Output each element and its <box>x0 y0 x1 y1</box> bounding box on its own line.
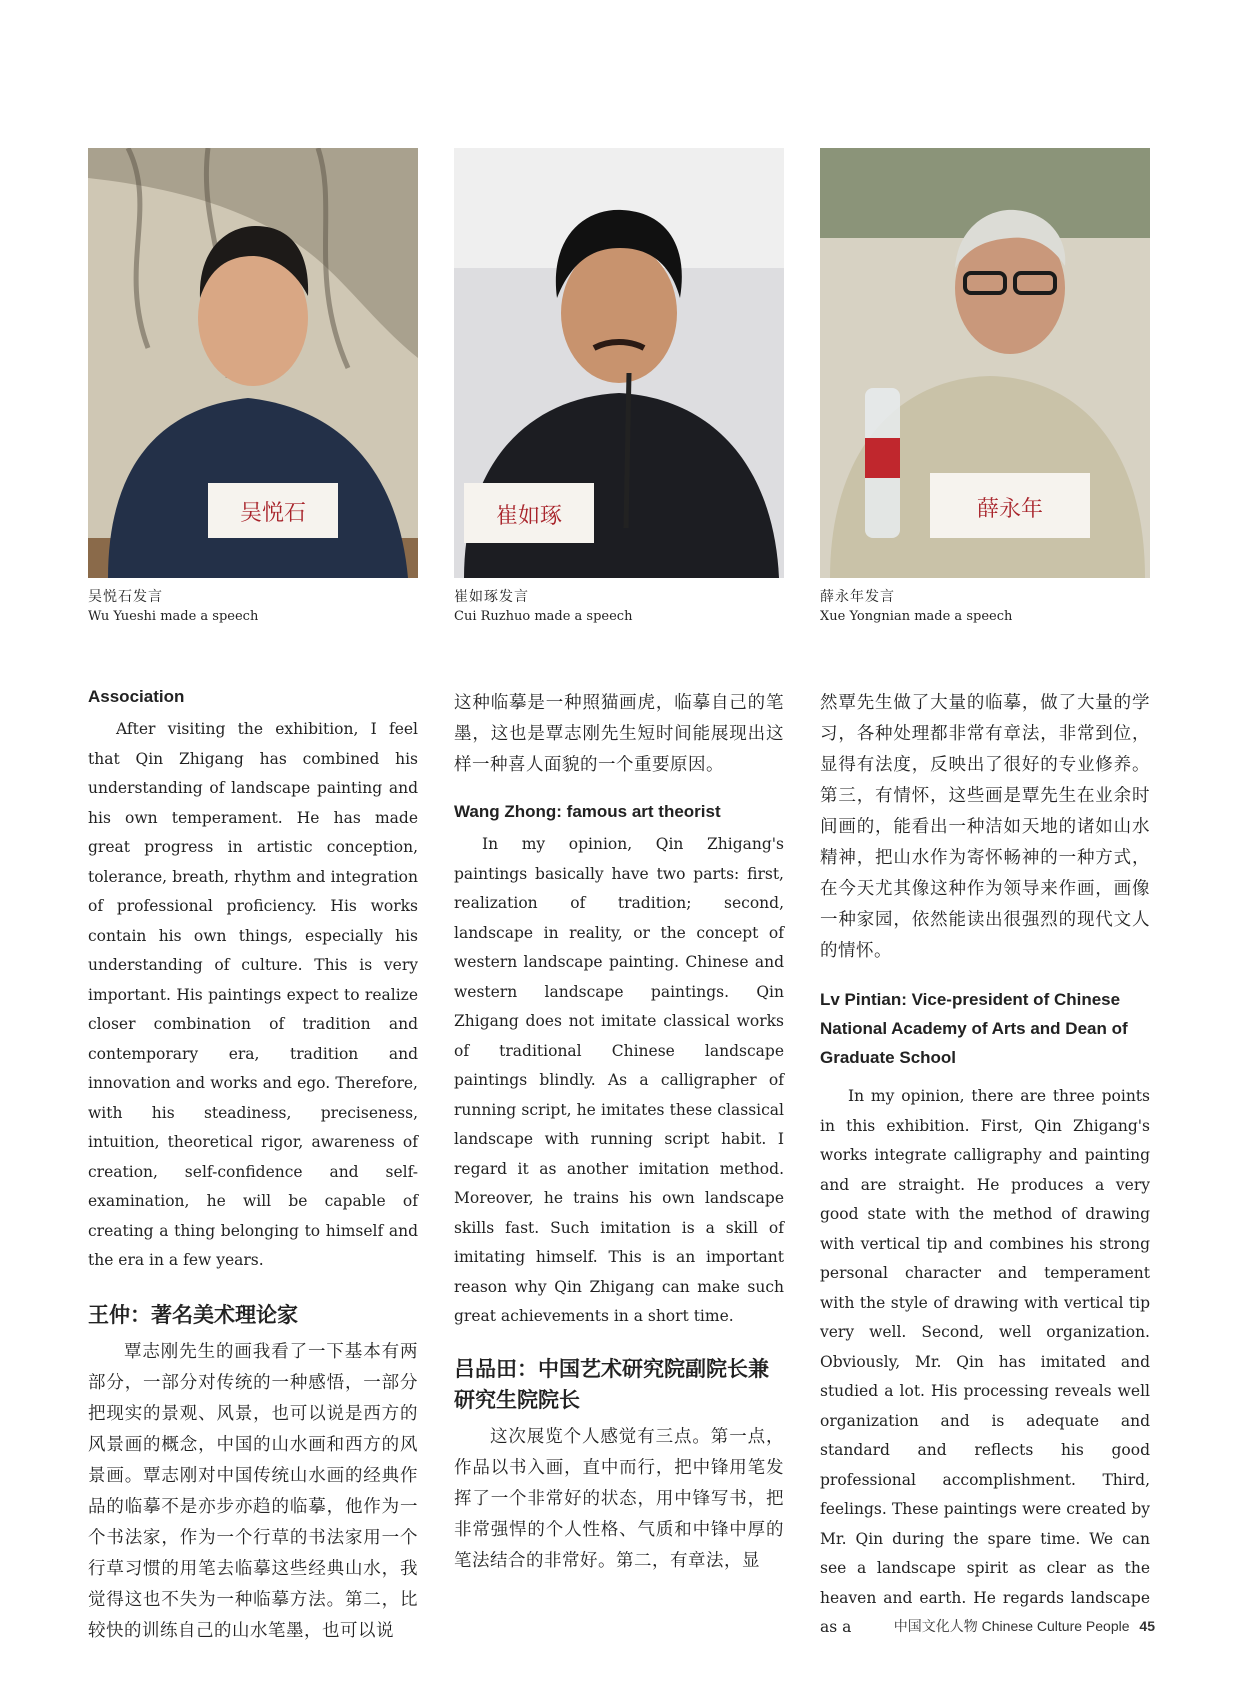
caption-en: Wu Yueshi made a speech <box>88 609 259 624</box>
section-heading-zh: 王仲：著名美术理论家 <box>88 1302 298 1327</box>
page-number: 45 <box>1139 1618 1155 1634</box>
photo-caption <box>88 587 418 627</box>
photo-cui-ruzhuo <box>454 148 784 578</box>
page-footer <box>880 1616 1155 1636</box>
photo-xue-yongnian <box>820 148 1150 578</box>
caption-zh: 薛永年发言 <box>820 589 895 605</box>
caption-zh: 崔如琢发言 <box>454 589 529 605</box>
body-paragraph: After visiting the exhibition, I feel that Qin Zhigang has combined his understanding of landscape painting and his own temperament. He has made great progress in artistic conception, tolerance, breath, rhythm and integration of professional proficiency. His works contain his own things, especially his understanding of culture. This is very important. His paintings expect to realize closer combination of tradition and contemporary era, tradition and innovation and works and ego. Therefore, with his steadiness, preciseness, intuition, theoretical rigor, awareness of creation, self-confidence and self-examination, he will be capable of creating a thing belonging to himself and the era in a few years. <box>88 720 418 1269</box>
section-heading: Association <box>88 687 185 706</box>
name-card-text: 吴悦石 <box>239 501 307 526</box>
name-card-text: 崔如琢 <box>495 504 563 529</box>
section-heading: Lv Pintian: Vice-president of Chinese National Academy of Arts and Dean of Graduate School <box>820 990 1128 1067</box>
body-paragraph: In my opinion, there are three points in this exhibition. First, Qin Zhigang's works integrate calligraphy and painting and are straight. He produces a very good state with the method of drawing with vertical tip and combines his strong personal character and temperament with the style of drawing with vertical tip very well. Second, well organization. Obviously, Mr. Qin has imitated and studied a lot. His processing reveals well organization and is adequate and standard and reflects his good professional accomplishment. Third, feelings. These paintings were created by Mr. Qin during the spare time. We can see a landscape spirit as clear as the heaven and earth. He regards landscape as a <box>820 1087 1150 1636</box>
body-paragraph: In my opinion, Qin Zhigang's paintings basically have two parts: first, realization of tradition; second, landscape in reality, or the concept of western landscape painting. Chinese and western landscape paintings. Qin Zhigang does not imitate classical works of traditional Chinese landscape paintings blindly. As a calligrapher of running script, he imitates these classical landscape with running script habit. I regard it as another imitation method. Moreover, he trains his own landscape skills fast. Such imitation is a skill of imitating himself. This is an important reason why Qin Zhigang can make such great achievements in a short time. <box>454 835 784 1325</box>
photo-caption <box>820 587 1150 627</box>
caption-en: Cui Ruzhuo made a speech <box>454 609 633 624</box>
body-paragraph-zh: 然覃先生做了大量的临摹，做了大量的学习，各种处理都非常有章法，非常到位，显得有法度，反映出了很好的专业修养。第三，有情怀，这些画是覃先生在业余时间画的，能看出一种洁如天地的诸如山水精神，把山水作为寄怀畅神的一种方式，在今天尤其像这种作为领导来作画，画像一种家园，依然能读出很强烈的现代文人的情怀。 <box>820 693 1150 961</box>
footer-magazine-zh: 中国文化人物 <box>893 1618 978 1634</box>
section-heading: Wang Zhong: famous art theorist <box>454 802 721 821</box>
body-paragraph-zh: 这次展览个人感觉有三点。第一点，作品以书入画，直中而行，把中锋用笔发挥了一个非常好的状态，用中锋写书，把非常强悍的个人性格、气质和中锋中厚的笔法结合的非常好。第二，有章法，显 <box>454 1426 784 1571</box>
photo-caption <box>454 587 784 627</box>
footer-magazine-en: Chinese Culture People <box>981 1618 1130 1634</box>
caption-en: Xue Yongnian made a speech <box>820 609 1013 624</box>
caption-zh: 吴悦石发言 <box>88 589 163 605</box>
section-heading-zh: 吕品田：中国艺术研究院副院长兼研究生院院长 <box>454 1356 769 1412</box>
text-column-1 <box>88 682 418 1647</box>
text-column-2 <box>454 688 784 1577</box>
photo-wu-yueshi <box>88 148 418 578</box>
body-paragraph-zh: 这种临摹是一种照猫画虎，临摹自己的笔墨，这也是覃志刚先生短时间能展现出这样一种喜人面貌的一个重要原因。 <box>454 693 784 775</box>
text-column-3 <box>820 688 1150 1643</box>
name-card-text: 薛永年 <box>976 497 1044 522</box>
body-paragraph-zh: 覃志刚先生的画我看了一下基本有两部分，一部分对传统的一种感悟，一部分把现实的景观、风景，也可以说是西方的风景画的概念，中国的山水画和西方的风景画。覃志刚对中国传统山水画的经典作品的临摹不是亦步亦趋的临摹，他作为一个书法家，作为一个行草的书法家用一个行草习惯的用笔去临摹这些经典山水，我觉得这也不失为一种临摹方法。第二，比较快的训练自己的山水笔墨，也可以说 <box>88 1341 418 1641</box>
